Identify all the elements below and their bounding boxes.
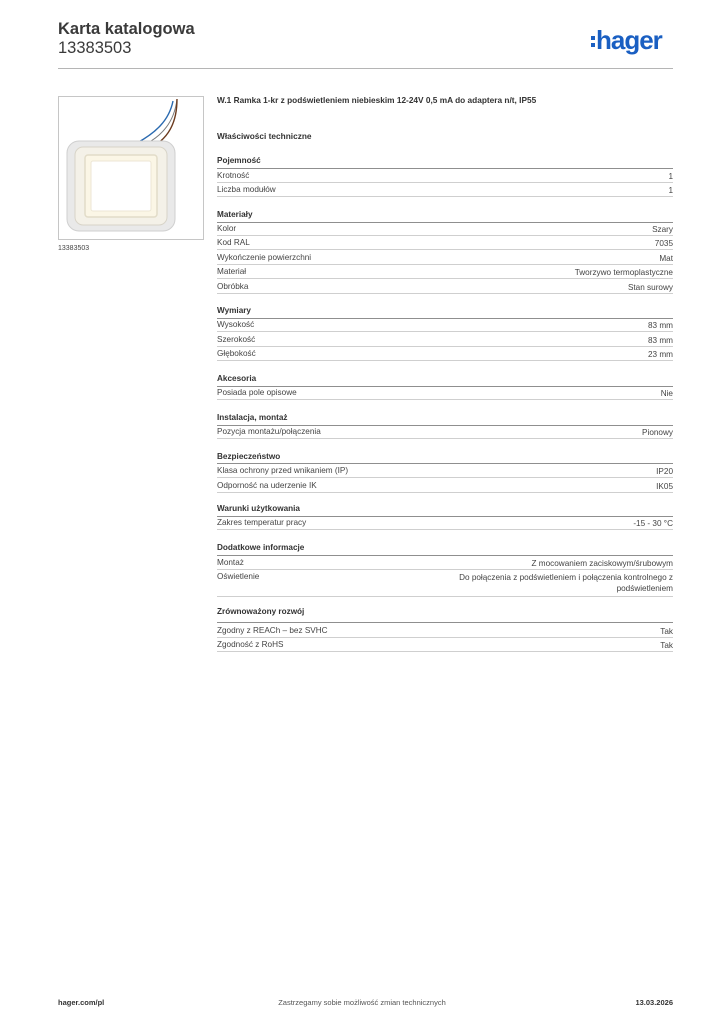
row-divider bbox=[217, 399, 673, 400]
spec-label: Wykończenie powierzchni bbox=[217, 253, 312, 262]
row-divider bbox=[217, 182, 673, 183]
row-divider bbox=[217, 596, 673, 597]
spec-value: Nie bbox=[660, 389, 673, 398]
row-divider bbox=[217, 529, 673, 530]
spec-value: Z mocowaniem zaciskowym/śrubowym bbox=[531, 559, 673, 568]
row-divider bbox=[217, 331, 673, 332]
spec-label: Oświetlenie bbox=[217, 572, 260, 581]
row-divider bbox=[217, 438, 673, 439]
spec-label: Krotność bbox=[217, 171, 250, 180]
row-divider bbox=[217, 637, 673, 638]
spec-value: 83 mm bbox=[647, 336, 673, 345]
row-divider bbox=[217, 278, 673, 279]
spec-value: 1 bbox=[668, 172, 673, 181]
spec-label: Klasa ochrony przed wnikaniem (IP) bbox=[217, 466, 349, 475]
image-caption: 13383503 bbox=[58, 245, 90, 252]
spec-value: Stan surowy bbox=[627, 283, 673, 292]
footer-website-link[interactable]: hager.com/pl bbox=[58, 998, 105, 1007]
document-title: Karta katalogowa bbox=[58, 20, 195, 38]
row-divider bbox=[217, 235, 673, 236]
technical-properties-title: Właściwości techniczne bbox=[217, 131, 312, 141]
spec-value: Tak bbox=[660, 627, 673, 636]
spec-label: Szerokość bbox=[217, 335, 256, 344]
section-title: Instalacja, montaż bbox=[217, 413, 288, 422]
row-divider bbox=[217, 346, 673, 347]
spec-label: Zakres temperatur pracy bbox=[217, 518, 307, 527]
spec-label: Posiada pole opisowe bbox=[217, 388, 297, 397]
section-divider bbox=[217, 222, 673, 223]
section-divider bbox=[217, 463, 673, 464]
spec-value: IK05 bbox=[656, 482, 673, 491]
spec-value: 7035 bbox=[654, 239, 673, 248]
hager-logo bbox=[591, 26, 662, 54]
footer-date: 13.03.2026 bbox=[635, 998, 673, 1007]
spec-value: 1 bbox=[668, 186, 673, 195]
spec-label: Zgodny z REACh – bez SVHC bbox=[217, 626, 328, 635]
row-divider bbox=[217, 651, 673, 652]
row-divider bbox=[217, 249, 673, 250]
spec-value: Tworzywo termoplastyczne bbox=[574, 268, 673, 277]
section-divider bbox=[217, 386, 673, 387]
spec-value: 83 mm bbox=[647, 321, 673, 330]
spec-label: Materiał bbox=[217, 267, 247, 276]
spec-label: Liczba modułów bbox=[217, 185, 276, 194]
footer-notice: Zastrzegamy sobie możliwość zmian technicznych bbox=[278, 998, 446, 1007]
spec-value-line: Do połączenia z podświetleniem i połączenia kontrolnego z bbox=[459, 573, 673, 582]
spec-label: Odporność na uderzenie IK bbox=[217, 481, 317, 490]
spec-value-line: podświetleniem bbox=[616, 584, 673, 593]
section-title: Warunki użytkowania bbox=[217, 504, 300, 513]
spec-value: -15 - 30 °C bbox=[633, 519, 673, 528]
spec-value: 23 mm bbox=[647, 350, 673, 359]
section-divider bbox=[217, 318, 673, 319]
section-title: Pojemność bbox=[217, 156, 261, 165]
row-divider bbox=[217, 264, 673, 265]
row-divider bbox=[217, 293, 673, 294]
product-heading: W.1 Ramka 1-kr z podświetleniem niebieskim 12-24V 0,5 mA do adaptera n/t, IP55 bbox=[217, 95, 537, 105]
section-title: Wymiary bbox=[217, 306, 251, 315]
spec-value: Mat bbox=[659, 254, 673, 263]
spec-label: Głębokość bbox=[217, 349, 256, 358]
row-divider bbox=[217, 569, 673, 570]
frame-illustration bbox=[59, 97, 203, 239]
section-title: Materiały bbox=[217, 210, 253, 219]
product-number: 13383503 bbox=[58, 39, 132, 57]
spec-value: IP20 bbox=[656, 467, 673, 476]
section-title: Zrównoważony rozwój bbox=[217, 607, 305, 616]
spec-value bbox=[459, 572, 673, 594]
spec-label: Obróbka bbox=[217, 282, 249, 291]
spec-value: Tak bbox=[660, 641, 673, 650]
spec-label: Pozycja montażu/połączenia bbox=[217, 427, 321, 436]
section-divider bbox=[217, 516, 673, 517]
logo-text: hager bbox=[596, 25, 662, 55]
row-divider bbox=[217, 477, 673, 478]
section-title: Dodatkowe informacje bbox=[217, 543, 305, 552]
product-image bbox=[58, 96, 204, 240]
section-divider bbox=[217, 622, 673, 623]
section-divider bbox=[217, 168, 673, 169]
spec-label: Zgodność z RoHS bbox=[217, 640, 284, 649]
spec-value: Pionowy bbox=[642, 428, 673, 437]
logo-dots-icon bbox=[591, 36, 595, 47]
header-divider bbox=[58, 68, 673, 69]
spec-label: Montaż bbox=[217, 558, 244, 567]
spec-value: Szary bbox=[652, 225, 673, 234]
spec-label: Kolor bbox=[217, 224, 237, 233]
section-divider bbox=[217, 555, 673, 556]
spec-label: Kod RAL bbox=[217, 238, 250, 247]
section-divider bbox=[217, 425, 673, 426]
row-divider bbox=[217, 492, 673, 493]
row-divider bbox=[217, 360, 673, 361]
row-divider bbox=[217, 196, 673, 197]
spec-label: Wysokość bbox=[217, 320, 255, 329]
section-title: Bezpieczeństwo bbox=[217, 452, 281, 461]
section-title: Akcesoria bbox=[217, 374, 257, 383]
